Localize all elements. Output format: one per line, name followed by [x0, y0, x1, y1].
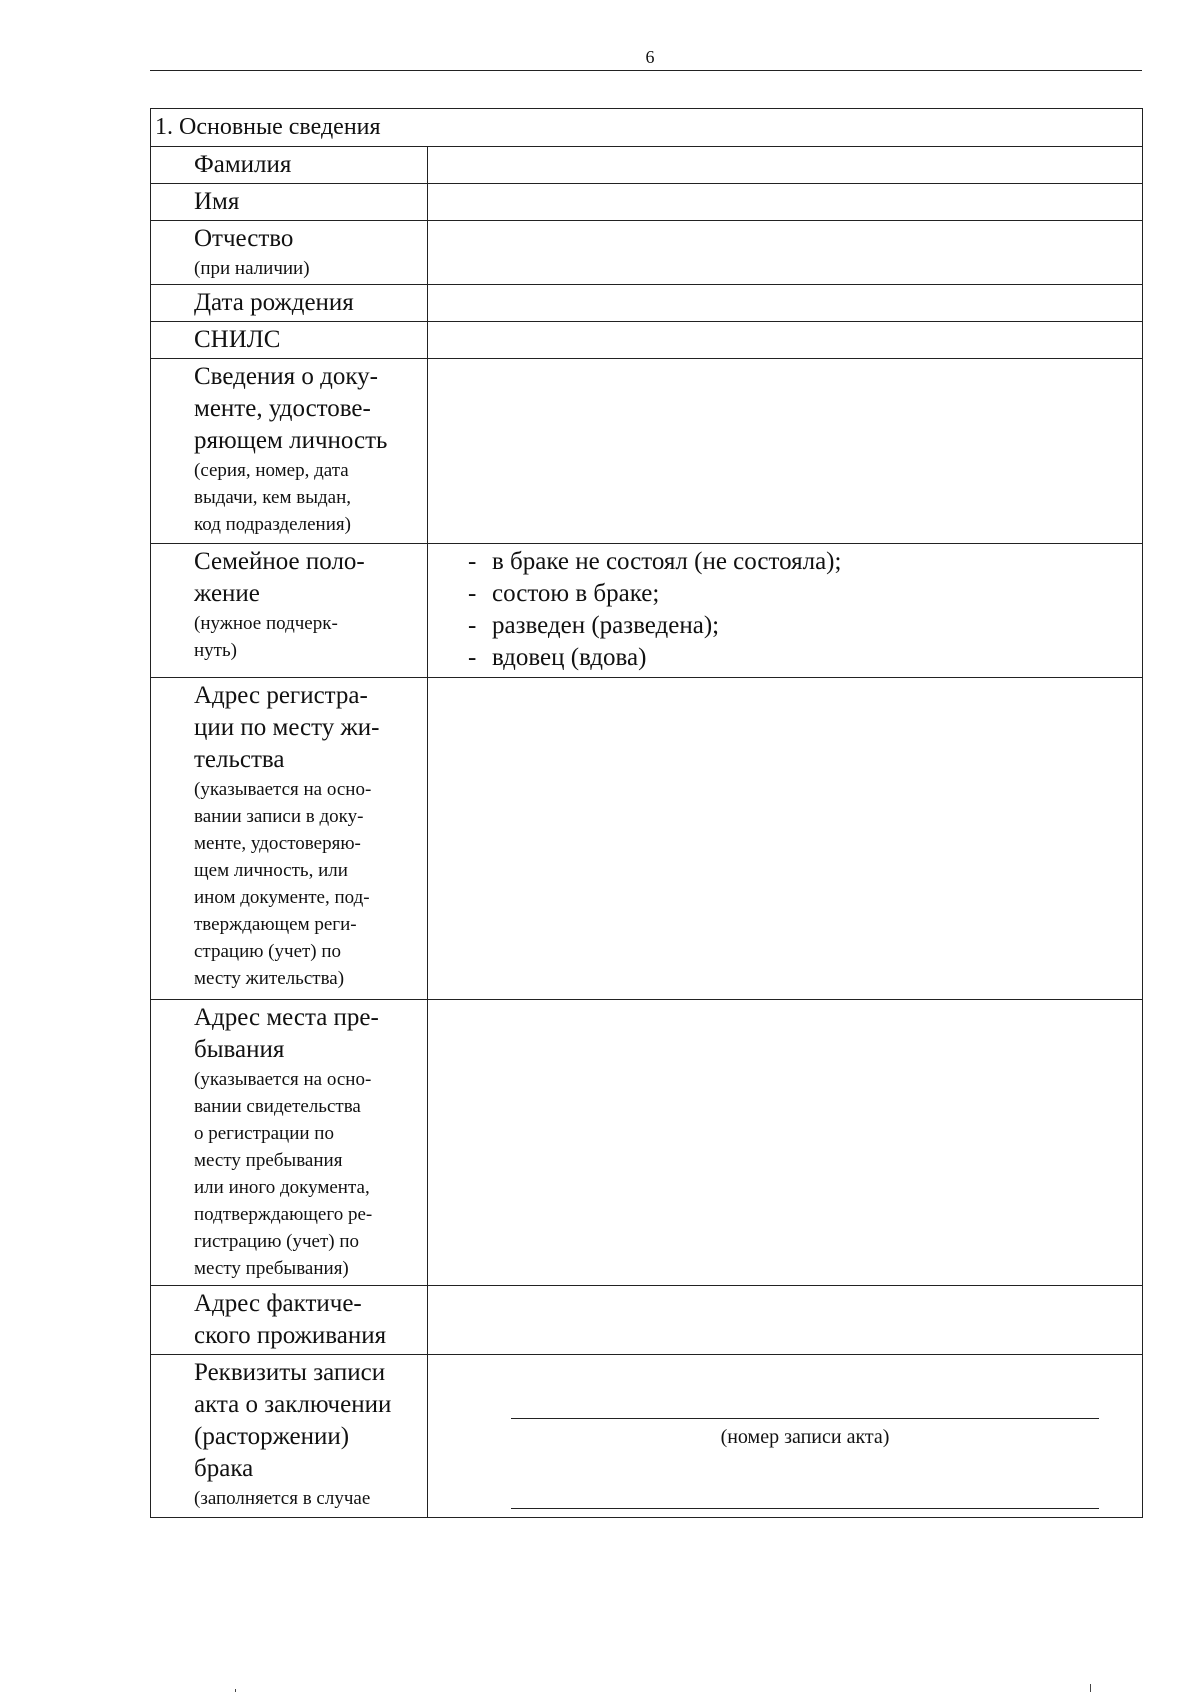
- act-details-line[interactable]: [511, 1508, 1099, 1509]
- act-number-line[interactable]: [511, 1418, 1099, 1419]
- dash-bullet: -: [468, 580, 477, 607]
- page-number: 6: [645, 47, 655, 67]
- identity-document-note-line: (серия, номер, дата: [194, 460, 349, 481]
- marriage-act-label-cell: [151, 1355, 428, 1518]
- row-snils: [151, 322, 1143, 359]
- registration-address-note-line: вании записи в доку-: [194, 806, 364, 827]
- identity-document-label-line: ряющем личность: [194, 427, 388, 454]
- name-field[interactable]: [428, 184, 1143, 221]
- registration-address-label-line: ции по месту жи-: [194, 714, 380, 741]
- stay-address-note-line: месту пребывания: [194, 1150, 343, 1171]
- stay-address-label-cell: [151, 1000, 428, 1286]
- registration-address-label-line: тельства: [194, 746, 285, 773]
- row-marriage-act: [151, 1355, 1143, 1518]
- marital-option-widowed[interactable]: [468, 642, 1142, 674]
- marital-option-never-married[interactable]: [468, 546, 1142, 578]
- birth-date-label: Дата рождения: [194, 289, 354, 316]
- registration-address-note-line: (указывается на осно-: [194, 779, 372, 800]
- section-title: 1. Основные сведения: [151, 109, 1143, 147]
- stay-address-note-line: вании свидетельства: [194, 1096, 361, 1117]
- marital-status-label-line: Семейное поло-: [194, 548, 365, 575]
- marriage-act-label-line: Реквизиты записи: [194, 1359, 386, 1386]
- birth-date-label-cell: [151, 285, 428, 322]
- marriage-act-label-line: акта о заключении: [194, 1391, 392, 1418]
- row-birth-date: [151, 285, 1143, 322]
- marital-status-note-line: нуть): [194, 640, 237, 661]
- registration-address-field[interactable]: [428, 678, 1143, 1000]
- stay-address-label-line: бывания: [194, 1036, 285, 1063]
- dash-bullet: -: [468, 644, 477, 671]
- marital-option-divorced[interactable]: [468, 610, 1142, 642]
- row-patronymic: [151, 221, 1143, 285]
- actual-address-label-cell: [151, 1286, 428, 1355]
- marital-option-married[interactable]: [468, 578, 1142, 610]
- snils-field[interactable]: [428, 322, 1143, 359]
- scan-mark: [235, 1689, 236, 1692]
- identity-document-label-cell: [151, 359, 428, 544]
- row-surname: [151, 147, 1143, 184]
- registration-address-label-cell: [151, 678, 428, 1000]
- header-rule: [150, 70, 1142, 71]
- marital-status-label-cell: [151, 544, 428, 678]
- registration-address-note-line: ином документе, под-: [194, 887, 370, 908]
- birth-date-field[interactable]: [428, 285, 1143, 322]
- row-registration-address: [151, 678, 1143, 1000]
- row-stay-address: [151, 1000, 1143, 1286]
- patronymic-label: Отчество: [194, 225, 294, 252]
- identity-document-label-line: Сведения о доку-: [194, 363, 379, 390]
- marital-status-note-line: (нужное подчерк-: [194, 613, 338, 634]
- snils-label-cell: [151, 322, 428, 359]
- snils-label: СНИЛС: [194, 326, 281, 353]
- stay-address-label-line: Адрес места пре-: [194, 1004, 379, 1031]
- registration-address-note-line: страцию (учет) по: [194, 941, 342, 962]
- registration-address-label-line: Адрес регистра-: [194, 682, 368, 709]
- registration-address-note-line: месту жительства): [194, 968, 345, 989]
- marriage-act-cell: [428, 1355, 1143, 1518]
- patronymic-note: (при наличии): [194, 258, 310, 279]
- scan-mark: [1090, 1684, 1091, 1692]
- row-identity-document: [151, 359, 1143, 544]
- surname-label-cell: [151, 147, 428, 184]
- dash-bullet: -: [468, 612, 477, 639]
- personal-info-form: [150, 108, 1143, 1518]
- marital-option-label: состою в браке;: [492, 580, 660, 607]
- stay-address-note-line: месту пребывания): [194, 1258, 349, 1279]
- row-marital-status: [151, 544, 1143, 678]
- name-label-cell: [151, 184, 428, 221]
- patronymic-label-cell: [151, 221, 428, 285]
- actual-address-field[interactable]: [428, 1286, 1143, 1355]
- stay-address-note-line: гистрацию (учет) по: [194, 1231, 360, 1252]
- stay-address-field[interactable]: [428, 1000, 1143, 1286]
- stay-address-note-line: о регистрации по: [194, 1123, 334, 1144]
- stay-address-note-line: подтверждающего ре-: [194, 1204, 373, 1225]
- stay-address-note-line: или иного документа,: [194, 1177, 370, 1198]
- act-number-caption: (номер записи акта): [720, 1426, 890, 1448]
- registration-address-note-line: тверждающем реги-: [194, 914, 357, 935]
- marital-option-label: в браке не состоял (не состояла);: [492, 548, 842, 575]
- marital-status-options-cell: [428, 544, 1143, 678]
- identity-document-field[interactable]: [428, 359, 1143, 544]
- surname-label: Фамилия: [194, 151, 292, 178]
- name-label: Имя: [194, 188, 240, 215]
- patronymic-field[interactable]: [428, 221, 1143, 285]
- row-actual-address: [151, 1286, 1143, 1355]
- identity-document-label-line: менте, удостове-: [194, 395, 371, 422]
- marriage-act-note-line: (заполняется в случае: [194, 1488, 371, 1509]
- marital-option-label: разведен (разведена);: [492, 612, 720, 639]
- identity-document-note-line: выдачи, кем выдан,: [194, 487, 352, 508]
- stay-address-note-line: (указывается на осно-: [194, 1069, 372, 1090]
- registration-address-note-line: щем личность, или: [194, 860, 348, 881]
- registration-address-note-line: менте, удостоверяю-: [194, 833, 361, 854]
- surname-field[interactable]: [428, 147, 1143, 184]
- row-name: [151, 184, 1143, 221]
- marital-option-label: вдовец (вдова): [492, 644, 647, 671]
- marital-status-options: [428, 544, 1142, 674]
- marriage-act-label-line: (расторжении): [194, 1423, 350, 1450]
- marriage-act-label-line: брака: [194, 1455, 254, 1482]
- dash-bullet: -: [468, 548, 477, 575]
- identity-document-note-line: код подразделения): [194, 514, 351, 535]
- section-header-row: [151, 109, 1143, 147]
- actual-address-label-line: ского проживания: [194, 1322, 387, 1349]
- actual-address-label-line: Адрес фактиче-: [194, 1290, 362, 1317]
- marital-status-label-line: жение: [194, 580, 260, 607]
